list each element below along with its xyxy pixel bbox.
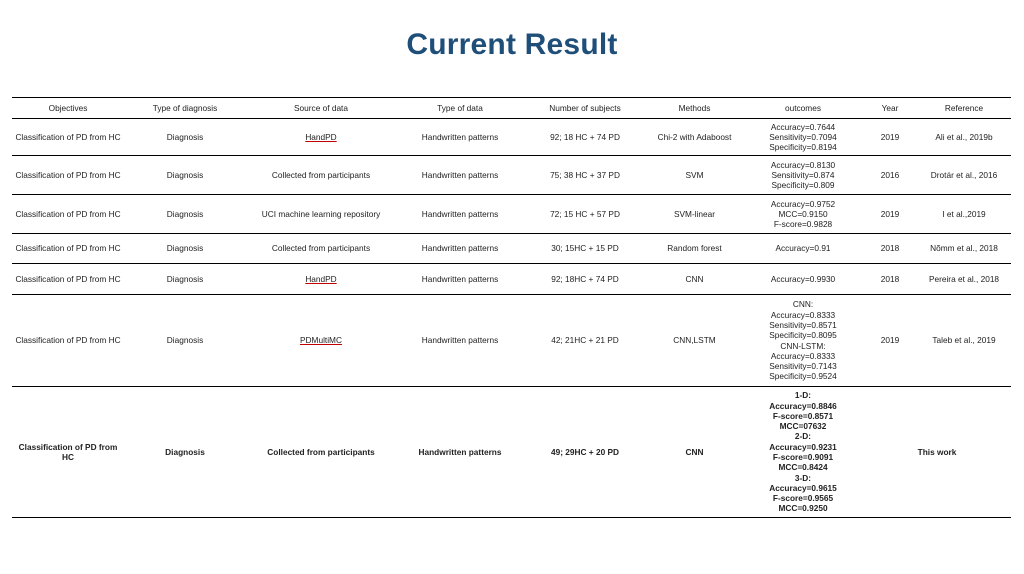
objective-cell: Classification of PD from HC bbox=[12, 195, 124, 234]
source-cell: Collected from participants bbox=[246, 234, 396, 264]
outcome-line: Sensitivity=0.8571 bbox=[769, 319, 837, 330]
data-type-cell: Handwritten patterns bbox=[396, 295, 524, 387]
reference-cell: This work bbox=[863, 387, 1011, 518]
methods-cell: CNN,LSTM bbox=[646, 295, 743, 387]
data-type-cell: Handwritten patterns bbox=[396, 264, 524, 295]
header-objectives: Objectives bbox=[12, 98, 124, 119]
outcome-line: Specificity=0.8095 bbox=[769, 330, 837, 341]
objective-cell: Classification of PD from HC bbox=[12, 295, 124, 387]
outcome-line: MCC=0.9150 bbox=[778, 208, 828, 219]
outcome-line: Accuracy=0.91 bbox=[775, 243, 831, 254]
table-row bbox=[12, 295, 1011, 387]
outcome-line: Accuracy=0.8846 bbox=[769, 400, 837, 411]
diagnosis-cell: Diagnosis bbox=[124, 119, 246, 156]
outcomes-cell bbox=[743, 195, 863, 234]
outcome-line: 1-D: bbox=[794, 390, 812, 401]
diagnosis-cell: Diagnosis bbox=[124, 295, 246, 387]
outcome-line: F-score=0.9565 bbox=[772, 493, 834, 504]
outcome-line: F-score=0.9828 bbox=[773, 219, 833, 230]
methods-cell: SVM bbox=[646, 156, 743, 195]
table-row bbox=[12, 195, 1011, 234]
outcomes-cell bbox=[743, 264, 863, 295]
outcome-line: Accuracy=0.9231 bbox=[769, 441, 837, 452]
subjects-cell: 30; 15HC + 15 PD bbox=[524, 234, 646, 264]
diagnosis-cell: Diagnosis bbox=[124, 234, 246, 264]
source-cell: Collected from participants bbox=[246, 387, 396, 518]
outcome-line: Accuracy=0.9930 bbox=[770, 273, 836, 284]
year-cell: 2016 bbox=[863, 156, 917, 195]
subjects-cell: 49; 29HC + 20 PD bbox=[524, 387, 646, 518]
diagnosis-cell: Diagnosis bbox=[124, 156, 246, 195]
subjects-cell: 42; 21HC + 21 PD bbox=[524, 295, 646, 387]
year-cell: 2018 bbox=[863, 264, 917, 295]
reference-cell: Drotár et al., 2016 bbox=[917, 156, 1011, 195]
outcome-line: Accuracy=0.8333 bbox=[770, 309, 836, 320]
objective-cell: Classification of PD from HC bbox=[12, 119, 124, 156]
outcomes-cell bbox=[743, 295, 863, 387]
source-cell bbox=[246, 119, 396, 156]
reference-cell: I et al.,2019 bbox=[917, 195, 1011, 234]
year-cell: 2018 bbox=[863, 234, 917, 264]
header-methods: Methods bbox=[646, 98, 743, 119]
source-cell: Collected from participants bbox=[246, 156, 396, 195]
outcome-line: MCC=07632 bbox=[779, 421, 827, 432]
outcome-line: Sensitivity=0.7143 bbox=[769, 361, 837, 372]
reference-cell: Nõmm et al., 2018 bbox=[917, 234, 1011, 264]
outcome-line: CNN: bbox=[792, 299, 814, 310]
subjects-cell: 75; 38 HC + 37 PD bbox=[524, 156, 646, 195]
outcome-line: F-score=0.8571 bbox=[772, 410, 834, 421]
table-row bbox=[12, 234, 1011, 264]
header-reference: Reference bbox=[917, 98, 1011, 119]
outcome-line: Sensitivity=0.874 bbox=[771, 169, 835, 180]
table-row bbox=[12, 264, 1011, 295]
subjects-cell: 72; 15 HC + 57 PD bbox=[524, 195, 646, 234]
diagnosis-cell: Diagnosis bbox=[124, 387, 246, 518]
data-type-cell: Handwritten patterns bbox=[396, 156, 524, 195]
outcome-line: Accuracy=0.9615 bbox=[769, 482, 837, 493]
source-link: PDMultiMC bbox=[300, 335, 342, 346]
this-work-row bbox=[12, 387, 1011, 518]
outcome-line: MCC=0.8424 bbox=[778, 462, 828, 473]
objective-cell: Classification of PD from HC bbox=[12, 264, 124, 295]
source-link: HandPD bbox=[305, 131, 337, 142]
table-row bbox=[12, 156, 1011, 195]
outcome-line: Sensitivity=0.7094 bbox=[769, 131, 837, 142]
data-type-cell: Handwritten patterns bbox=[396, 234, 524, 264]
outcome-line: Accuracy=0.9752 bbox=[770, 198, 836, 209]
methods-cell: Random forest bbox=[646, 234, 743, 264]
reference-cell: Ali et al., 2019b bbox=[917, 119, 1011, 156]
data-type-cell: Handwritten patterns bbox=[396, 387, 524, 518]
outcomes-cell bbox=[743, 387, 863, 518]
header-type-of-data: Type of data bbox=[396, 98, 524, 119]
header-outcomes: outcomes bbox=[743, 98, 863, 119]
objective-cell: Classification of PD from HC bbox=[12, 234, 124, 264]
header-number-of-subjects: Number of subjects bbox=[524, 98, 646, 119]
outcomes-cell bbox=[743, 234, 863, 264]
outcome-line: Specificity=0.9524 bbox=[769, 371, 837, 382]
data-type-cell: Handwritten patterns bbox=[396, 195, 524, 234]
outcome-line: F-score=0.9091 bbox=[772, 452, 834, 462]
data-type-cell: Handwritten patterns bbox=[396, 119, 524, 156]
outcome-line: Accuracy=0.8333 bbox=[770, 350, 836, 361]
methods-cell: CNN bbox=[646, 264, 743, 295]
outcome-line: Specificity=0.809 bbox=[771, 180, 835, 191]
header-type-of-diagnosis: Type of diagnosis bbox=[124, 98, 246, 119]
reference-cell: Taleb et al., 2019 bbox=[917, 295, 1011, 387]
outcomes-cell bbox=[743, 156, 863, 195]
table-body bbox=[12, 119, 1011, 518]
outcome-line: CNN-LSTM: bbox=[780, 340, 826, 351]
header-row bbox=[12, 98, 1011, 119]
header-year: Year bbox=[863, 98, 917, 119]
year-cell: 2019 bbox=[863, 195, 917, 234]
results-table bbox=[12, 97, 1011, 518]
outcome-line: Accuracy=0.7644 bbox=[770, 121, 836, 132]
outcome-line: Accuracy=0.8130 bbox=[770, 159, 836, 170]
subjects-cell: 92; 18HC + 74 PD bbox=[524, 264, 646, 295]
diagnosis-cell: Diagnosis bbox=[124, 195, 246, 234]
source-cell: UCI machine learning repository bbox=[246, 195, 396, 234]
objective-cell: Classification of PD from HC bbox=[12, 387, 124, 518]
outcome-line: MCC=0.9250 bbox=[778, 503, 828, 514]
outcomes-cell bbox=[743, 119, 863, 156]
methods-cell: CNN bbox=[646, 387, 743, 518]
source-cell bbox=[246, 264, 396, 295]
objective-cell: Classification of PD from HC bbox=[12, 156, 124, 195]
outcome-line: Specificity=0.8194 bbox=[769, 142, 837, 153]
reference-cell: Pereira et al., 2018 bbox=[917, 264, 1011, 295]
source-link: HandPD bbox=[305, 273, 337, 284]
diagnosis-cell: Diagnosis bbox=[124, 264, 246, 295]
table-row bbox=[12, 119, 1011, 156]
outcome-line: 3-D: bbox=[794, 472, 812, 483]
methods-cell: SVM-linear bbox=[646, 195, 743, 234]
year-cell: 2019 bbox=[863, 295, 917, 387]
header-source-of-data: Source of data bbox=[246, 98, 396, 119]
methods-cell: Chi-2 with Adaboost bbox=[646, 119, 743, 156]
outcome-line: 2-D: bbox=[794, 431, 812, 442]
slide-title: Current Result bbox=[406, 28, 618, 61]
source-cell bbox=[246, 295, 396, 387]
subjects-cell: 92; 18 HC + 74 PD bbox=[524, 119, 646, 156]
year-cell: 2019 bbox=[863, 119, 917, 156]
